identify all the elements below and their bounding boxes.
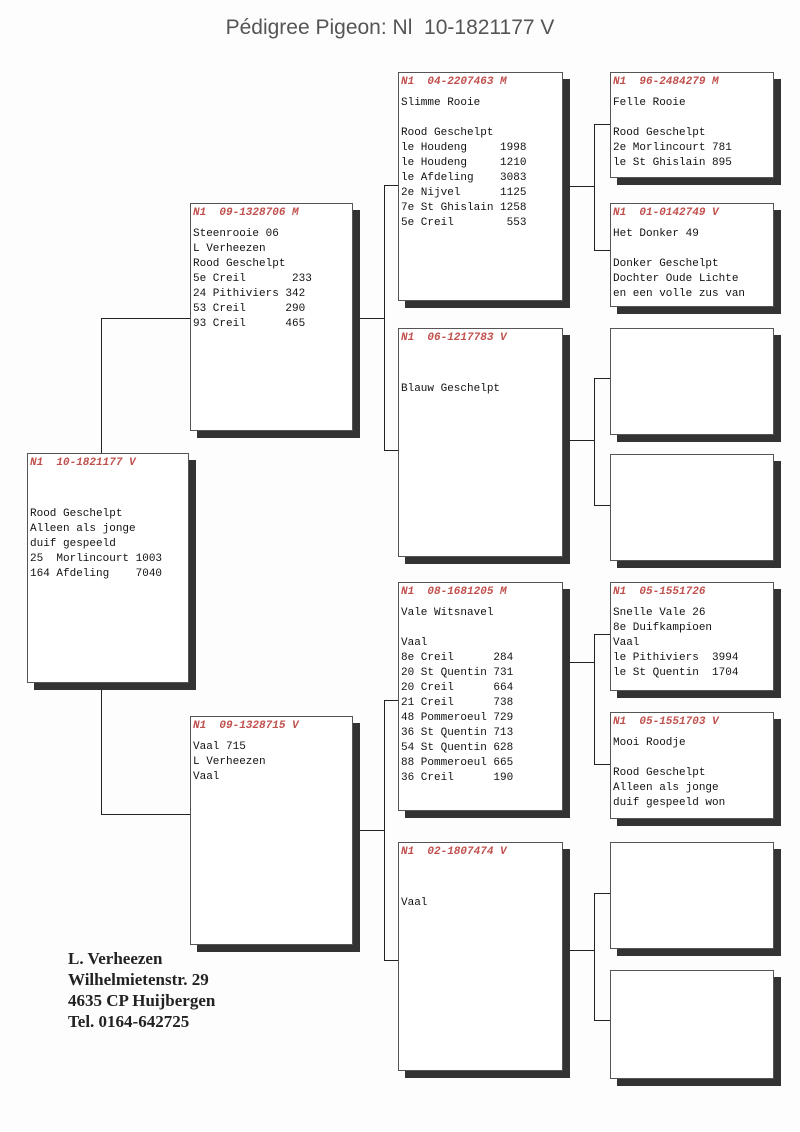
pigeon-card-gen3-1 [610, 72, 774, 178]
pigeon-details [401, 96, 560, 231]
detail-line: 21 Creil 738 [401, 697, 514, 709]
detail-line: Slimme Rooie [401, 97, 481, 109]
pigeon-details [401, 352, 560, 397]
detail-line: 2e Morlincourt 781 [613, 142, 732, 154]
pigeon-card-subject [27, 453, 189, 683]
detail-line: 36 St Quentin 713 [401, 727, 514, 739]
detail-line: Rood Geschelpt [613, 767, 706, 779]
pigeon-details [613, 96, 771, 171]
detail-line: Donker Geschelpt [613, 258, 719, 270]
detail-line [401, 367, 560, 382]
detail-line: 93 Creil 465 [193, 318, 306, 330]
pigeon-details [401, 866, 560, 911]
detail-line: Rood Geschelpt [193, 258, 286, 270]
detail-line: Mooi Roodje [613, 737, 686, 749]
pigeon-details [193, 740, 350, 785]
pigeon-details [613, 736, 771, 811]
ring-number: N1 01-0142749 V [613, 207, 719, 219]
pigeon-card-sire-sire [398, 72, 563, 301]
detail-line: Vaal [401, 897, 428, 909]
detail-line: L Verheezen [193, 756, 266, 768]
detail-line: Felle Rooie [613, 97, 686, 109]
page-title: Pédigree Pigeon: Nl 10-1821177 V [225, 16, 555, 39]
detail-line: le Houdeng 1998 [401, 142, 527, 154]
detail-line: 7e St Ghislain 1258 [401, 202, 527, 214]
detail-line: 36 Creil 190 [401, 772, 514, 784]
detail-line [401, 621, 560, 636]
detail-line: le St Ghislain 895 [613, 157, 732, 169]
pigeon-details [401, 606, 560, 786]
pigeon-card-dam-dam [398, 842, 563, 1071]
owner-street: Wilhelmietenstr. 29 [68, 970, 209, 989]
pigeon-card-dam [190, 716, 353, 945]
detail-line: Rood Geschelpt [401, 127, 494, 139]
ring-number: N1 05-1551726 [613, 586, 706, 598]
pigeon-card-gen3-8 [610, 970, 774, 1079]
owner-city: 4635 CP Huijbergen [68, 991, 216, 1010]
detail-line: 8e Duifkampioen [613, 622, 713, 634]
pigeon-card-dam-sire [398, 582, 563, 811]
detail-line [30, 492, 186, 507]
pigeon-card-gen3-2 [610, 203, 774, 307]
pigeon-details [613, 606, 771, 681]
pigeon-card-sire-dam [398, 328, 563, 557]
detail-line: 164 Afdeling 7040 [30, 568, 163, 580]
ring-number [613, 845, 771, 860]
detail-line: le Afdeling 3083 [401, 172, 527, 184]
detail-line: 24 Pithiviers 342 [193, 288, 306, 300]
detail-line: Alleen als jonge [613, 782, 719, 794]
detail-line: Vale Witsnavel [401, 607, 494, 619]
detail-line: le Pithiviers 3994 [613, 652, 739, 664]
detail-line: en een volle zus van [613, 288, 746, 300]
detail-line: 8e Creil 284 [401, 652, 514, 664]
detail-line: 20 Creil 664 [401, 682, 514, 694]
ring-number: N1 05-1551703 V [613, 716, 719, 728]
detail-line: le Houdeng 1210 [401, 157, 527, 169]
detail-line: 53 Creil 290 [193, 303, 306, 315]
owner-phone: Tel. 0164-642725 [68, 1012, 190, 1031]
detail-line: 5e Creil 553 [401, 217, 527, 229]
detail-line: 25 Morlincourt 1003 [30, 553, 163, 565]
detail-line: Blauw Geschelpt [401, 383, 501, 395]
detail-line: Vaal 715 [193, 741, 246, 753]
ring-number: N1 08-1681205 M [401, 586, 507, 598]
pigeon-card-gen3-3 [610, 328, 774, 435]
detail-line: 48 Pommeroeul 729 [401, 712, 514, 724]
detail-line [401, 111, 560, 126]
ring-number: N1 10-1821177 V [30, 457, 136, 469]
detail-line: Vaal [401, 637, 428, 649]
detail-line: 20 St Quentin 731 [401, 667, 514, 679]
detail-line: Rood Geschelpt [613, 127, 706, 139]
owner-name: L. Verheezen [68, 949, 163, 968]
pigeon-card-gen3-4 [610, 454, 774, 561]
detail-line: duif gespeeld [30, 538, 116, 550]
ring-number [613, 973, 771, 988]
detail-line: 54 St Quentin 628 [401, 742, 514, 754]
pigeon-card-gen3-5 [610, 582, 774, 691]
detail-line: le St Quentin 1704 [613, 667, 739, 679]
ring-number: N1 02-1807474 V [401, 846, 507, 858]
detail-line: 88 Pommeroeul 665 [401, 757, 514, 769]
pigeon-details [613, 227, 771, 302]
detail-line [401, 881, 560, 896]
detail-line: duif gespeeld won [613, 797, 726, 809]
owner-address [68, 948, 215, 1032]
detail-line: 2e Nijvel 1125 [401, 187, 527, 199]
detail-line: Alleen als jonge [30, 523, 136, 535]
detail-line: Dochter Oude Lichte [613, 273, 739, 285]
pigeon-details [30, 477, 186, 582]
detail-line: Steenrooie 06 [193, 228, 279, 240]
detail-line [401, 352, 560, 367]
pigeon-card-sire [190, 203, 353, 431]
ring-number: N1 96-2484279 M [613, 76, 719, 88]
detail-line: Snelle Vale 26 [613, 607, 706, 619]
ring-number [613, 331, 771, 346]
ring-number: N1 04-2207463 M [401, 76, 507, 88]
detail-line: L Verheezen [193, 243, 266, 255]
ring-number: N1 06-1217783 V [401, 332, 507, 344]
detail-line [613, 751, 771, 766]
detail-line [613, 111, 771, 126]
detail-line [613, 242, 771, 257]
detail-line: Vaal [193, 771, 220, 783]
detail-line [30, 477, 186, 492]
pigeon-details [193, 227, 350, 332]
ring-number: N1 09-1328706 M [193, 207, 299, 219]
ring-number: N1 09-1328715 V [193, 720, 299, 732]
ring-number [613, 457, 771, 472]
detail-line: Het Donker 49 [613, 228, 699, 240]
detail-line: 5e Creil 233 [193, 273, 312, 285]
pigeon-card-gen3-7 [610, 842, 774, 949]
detail-line: Vaal [613, 637, 640, 649]
detail-line [401, 866, 560, 881]
detail-line: Rood Geschelpt [30, 508, 123, 520]
pigeon-card-gen3-6 [610, 712, 774, 819]
